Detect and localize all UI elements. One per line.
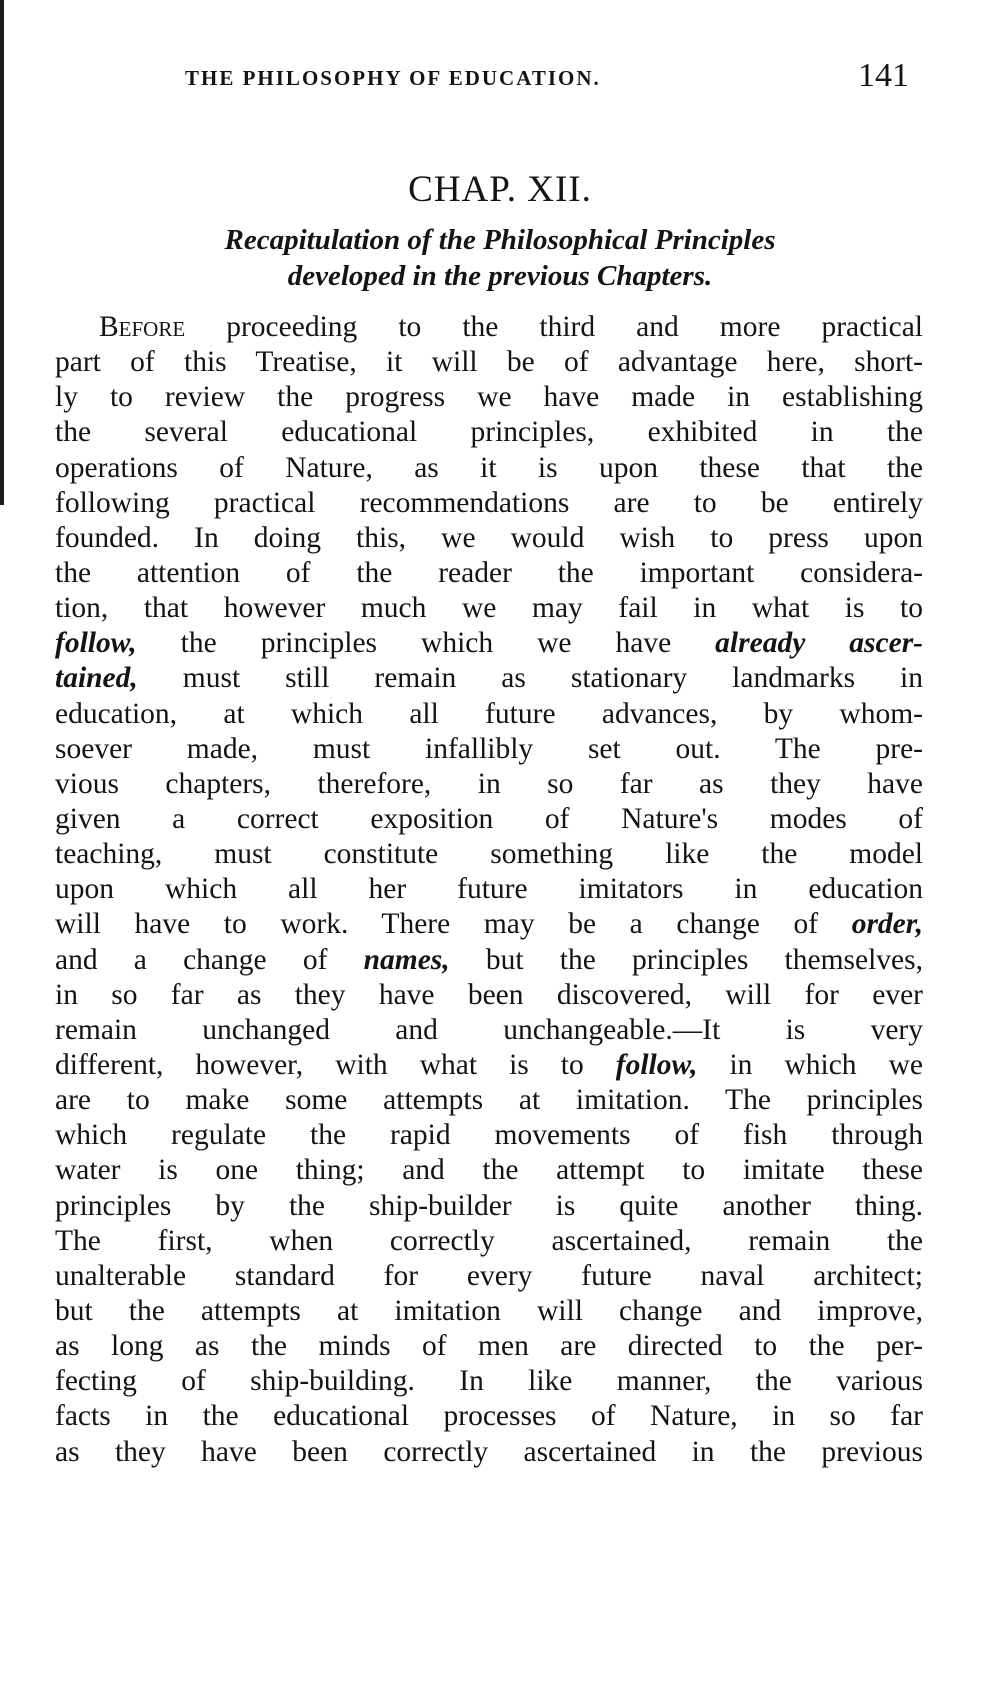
- text-span: the principles which we have: [136, 627, 716, 660]
- text-line: [55, 661, 923, 696]
- text-line: [55, 310, 923, 345]
- text-line: [55, 1048, 923, 1083]
- body-text: [55, 310, 923, 1470]
- text-line: principles by the ship-builder is quite another thing.: [55, 1189, 923, 1222]
- italic-text: tained,: [55, 662, 138, 695]
- text-line: education, at which all future advances, by whom-: [55, 697, 923, 730]
- page-edge-rule: [0, 0, 4, 505]
- text-line: water is one thing; and the attempt to imitate these: [55, 1154, 923, 1187]
- text-line: as long as the minds of men are directed to the per-: [55, 1330, 923, 1363]
- text-line: founded. In doing this, we would wish to press upon: [55, 521, 923, 554]
- text-line: The first, when correctly ascertained, remain the: [55, 1224, 923, 1257]
- italic-text: names,: [363, 943, 450, 976]
- chapter-subtitle-line-1: Recapitulation of the Philosophical Principles: [224, 224, 776, 256]
- text-line: vious chapters, therefore, in so far as they have: [55, 767, 923, 800]
- running-title: THE PHILOSOPHY OF EDUCATION.: [185, 66, 601, 90]
- text-line: tion, that however much we may fail in what is to: [55, 592, 923, 625]
- italic-text: follow,: [55, 627, 137, 660]
- text-line: [55, 943, 923, 978]
- text-line: upon which all her future imitators in education: [55, 873, 923, 906]
- text-line: are to make some attempts at imitation. The principles: [55, 1084, 923, 1117]
- text-span: different, however, with what is to: [55, 1048, 616, 1081]
- text-line: in so far as they have been discovered, will for ever: [55, 978, 923, 1011]
- text-line: soever made, must infallibly set out. The pre-: [55, 732, 923, 765]
- text-span: and a change of: [55, 943, 364, 976]
- text-span: proceeding to the third and more practical: [185, 311, 923, 343]
- italic-text: already ascer-: [715, 627, 923, 660]
- text-line: teaching, must constitute something like the model: [55, 838, 923, 871]
- text-line: remain unchanged and unchangeable.—It is very: [55, 1013, 923, 1046]
- page-number: 141: [858, 57, 909, 94]
- italic-text: order,: [851, 908, 923, 941]
- text-line: as they have been correctly ascertained in the previous: [55, 1435, 923, 1468]
- text-line: part of this Treatise, it will be of advantage here, short-: [55, 346, 923, 379]
- text-span: but the principles themselves,: [449, 943, 923, 976]
- chapter-subtitle-line-2: developed in the previous Chapters.: [287, 260, 713, 292]
- text-line: the several educational principles, exhibited in the: [55, 416, 923, 449]
- text-span: must still remain as stationary landmarks in: [137, 662, 923, 695]
- text-line: the attention of the reader the important considera-: [55, 556, 923, 589]
- text-line: facts in the educational processes of Nature, in so far: [55, 1400, 923, 1433]
- text-line: unalterable standard for every future naval architect;: [55, 1259, 923, 1292]
- text-line: [55, 626, 923, 661]
- text-line: [55, 907, 923, 942]
- text-line: ly to review the progress we have made in establishing: [55, 381, 923, 414]
- text-line: following practical recommendations are to be entirely: [55, 486, 923, 519]
- text-line: operations of Nature, as it is upon these that the: [55, 451, 923, 484]
- text-line: which regulate the rapid movements of fish through: [55, 1119, 923, 1152]
- text-span: will have to work. There may be a change of: [55, 908, 852, 941]
- text-line: fecting of ship-building. In like manner, the various: [55, 1365, 923, 1398]
- italic-text: follow,: [615, 1048, 698, 1081]
- chapter-title: CHAP. XII.: [408, 169, 592, 210]
- text-span: in which we: [697, 1048, 923, 1081]
- opening-word: Before: [99, 311, 186, 343]
- text-line: given a correct exposition of Nature's modes of: [55, 802, 923, 835]
- text-line: but the attempts at imitation will change and improve,: [55, 1294, 923, 1327]
